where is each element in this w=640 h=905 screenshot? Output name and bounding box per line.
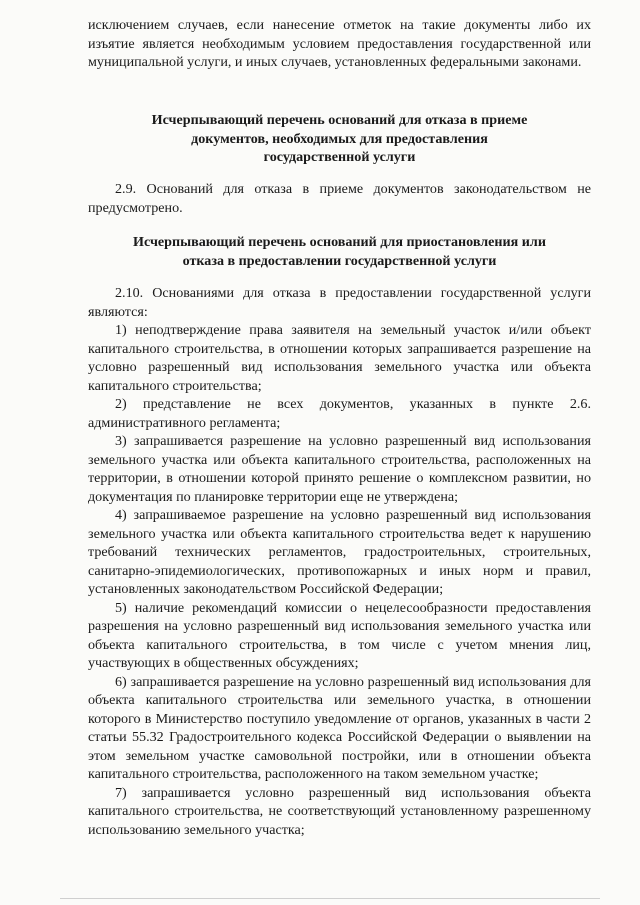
heading-line: Исчерпывающий перечень оснований для приостановления или (133, 234, 546, 250)
intro-block (88, 16, 591, 72)
list-item-4: 4) запрашиваемое разрешение на условно разрешенный вид использования земельного участка или объекта капитального строительства ведет к нарушению требований технических регламентов, градостроительных, строительных, санитарно-эпидемиологических, противопожарных и иных норм и правил, установленных законодательством Российской Федерации; (88, 507, 591, 597)
list-item-3: 3) запрашивается разрешение на условно разрешенный вид использования земельного участка или объекта капитального строительства, расположенных на территории, в отношении которой принято решение о комплексном развитии, но документация по планировке территории еще не утверждена; (88, 433, 591, 505)
list-item-7: 7) запрашивается условно разрешенный вид использования объекта капитального строительства, не соответствующий установленному разрешенному использованию земельного участка; (88, 784, 591, 838)
list-item-6: 6) запрашивается разрешение на условно разрешенный вид использования для объекта капитального строительства или земельного участка, в отношении которого в Министерство поступило уведомление от органов, указанных в части 2 статьи 55.32 Градостроительного кодекса Российской Федерации о выявлении на этом земельном участке самовольной постройки, или в отношении объекта капитального строительства, расположенного на таком земельном участке; (88, 673, 591, 782)
intro-paragraph: исключением случаев, если нанесение отметок на такие документы либо их изъятие является необходимым условием предоставления государственной или муниципальной услуги, и иных случаев, установленных федеральными законами. (88, 17, 591, 70)
heading-refusal-acceptance (88, 111, 591, 167)
section-2-9-paragraph: 2.9. Оснований для отказа в приеме документов законодательством не предусмотрено. (88, 181, 591, 216)
scan-edge-divider (60, 898, 600, 899)
heading-line: документов, необходимых для предоставления (191, 130, 488, 147)
heading-line: отказа в предоставлении государственной услуги (182, 252, 497, 269)
section-2-10-intro: 2.10. Основаниями для отказа в предоставлении государственной услуги являются: (88, 285, 591, 320)
section-2-10-block (88, 284, 591, 839)
heading-line: государственной услуги (263, 149, 416, 165)
heading-refusal-provision (88, 233, 591, 270)
list-item-2: 2) представление не всех документов, указанных в пункте 2.6. административного регламента; (88, 396, 591, 431)
list-item-5: 5) наличие рекомендаций комиссии о нецелесообразности предоставления разрешения на условно разрешенный вид использования земельного участка или объекта капитального строительства, в том числе с учетом мнения лиц, участвующих в общественных обсуждениях; (88, 599, 591, 671)
list-item-1: 1) неподтверждение права заявителя на земельный участок и/или объект капитального строительства, в отношении которых запрашивается разрешение на условно разрешенный вид использования земельного участка или объекта капитального строительства; (88, 322, 591, 394)
heading-line: Исчерпывающий перечень оснований для отказа в приеме (151, 112, 528, 128)
section-2-9-block (88, 180, 591, 217)
